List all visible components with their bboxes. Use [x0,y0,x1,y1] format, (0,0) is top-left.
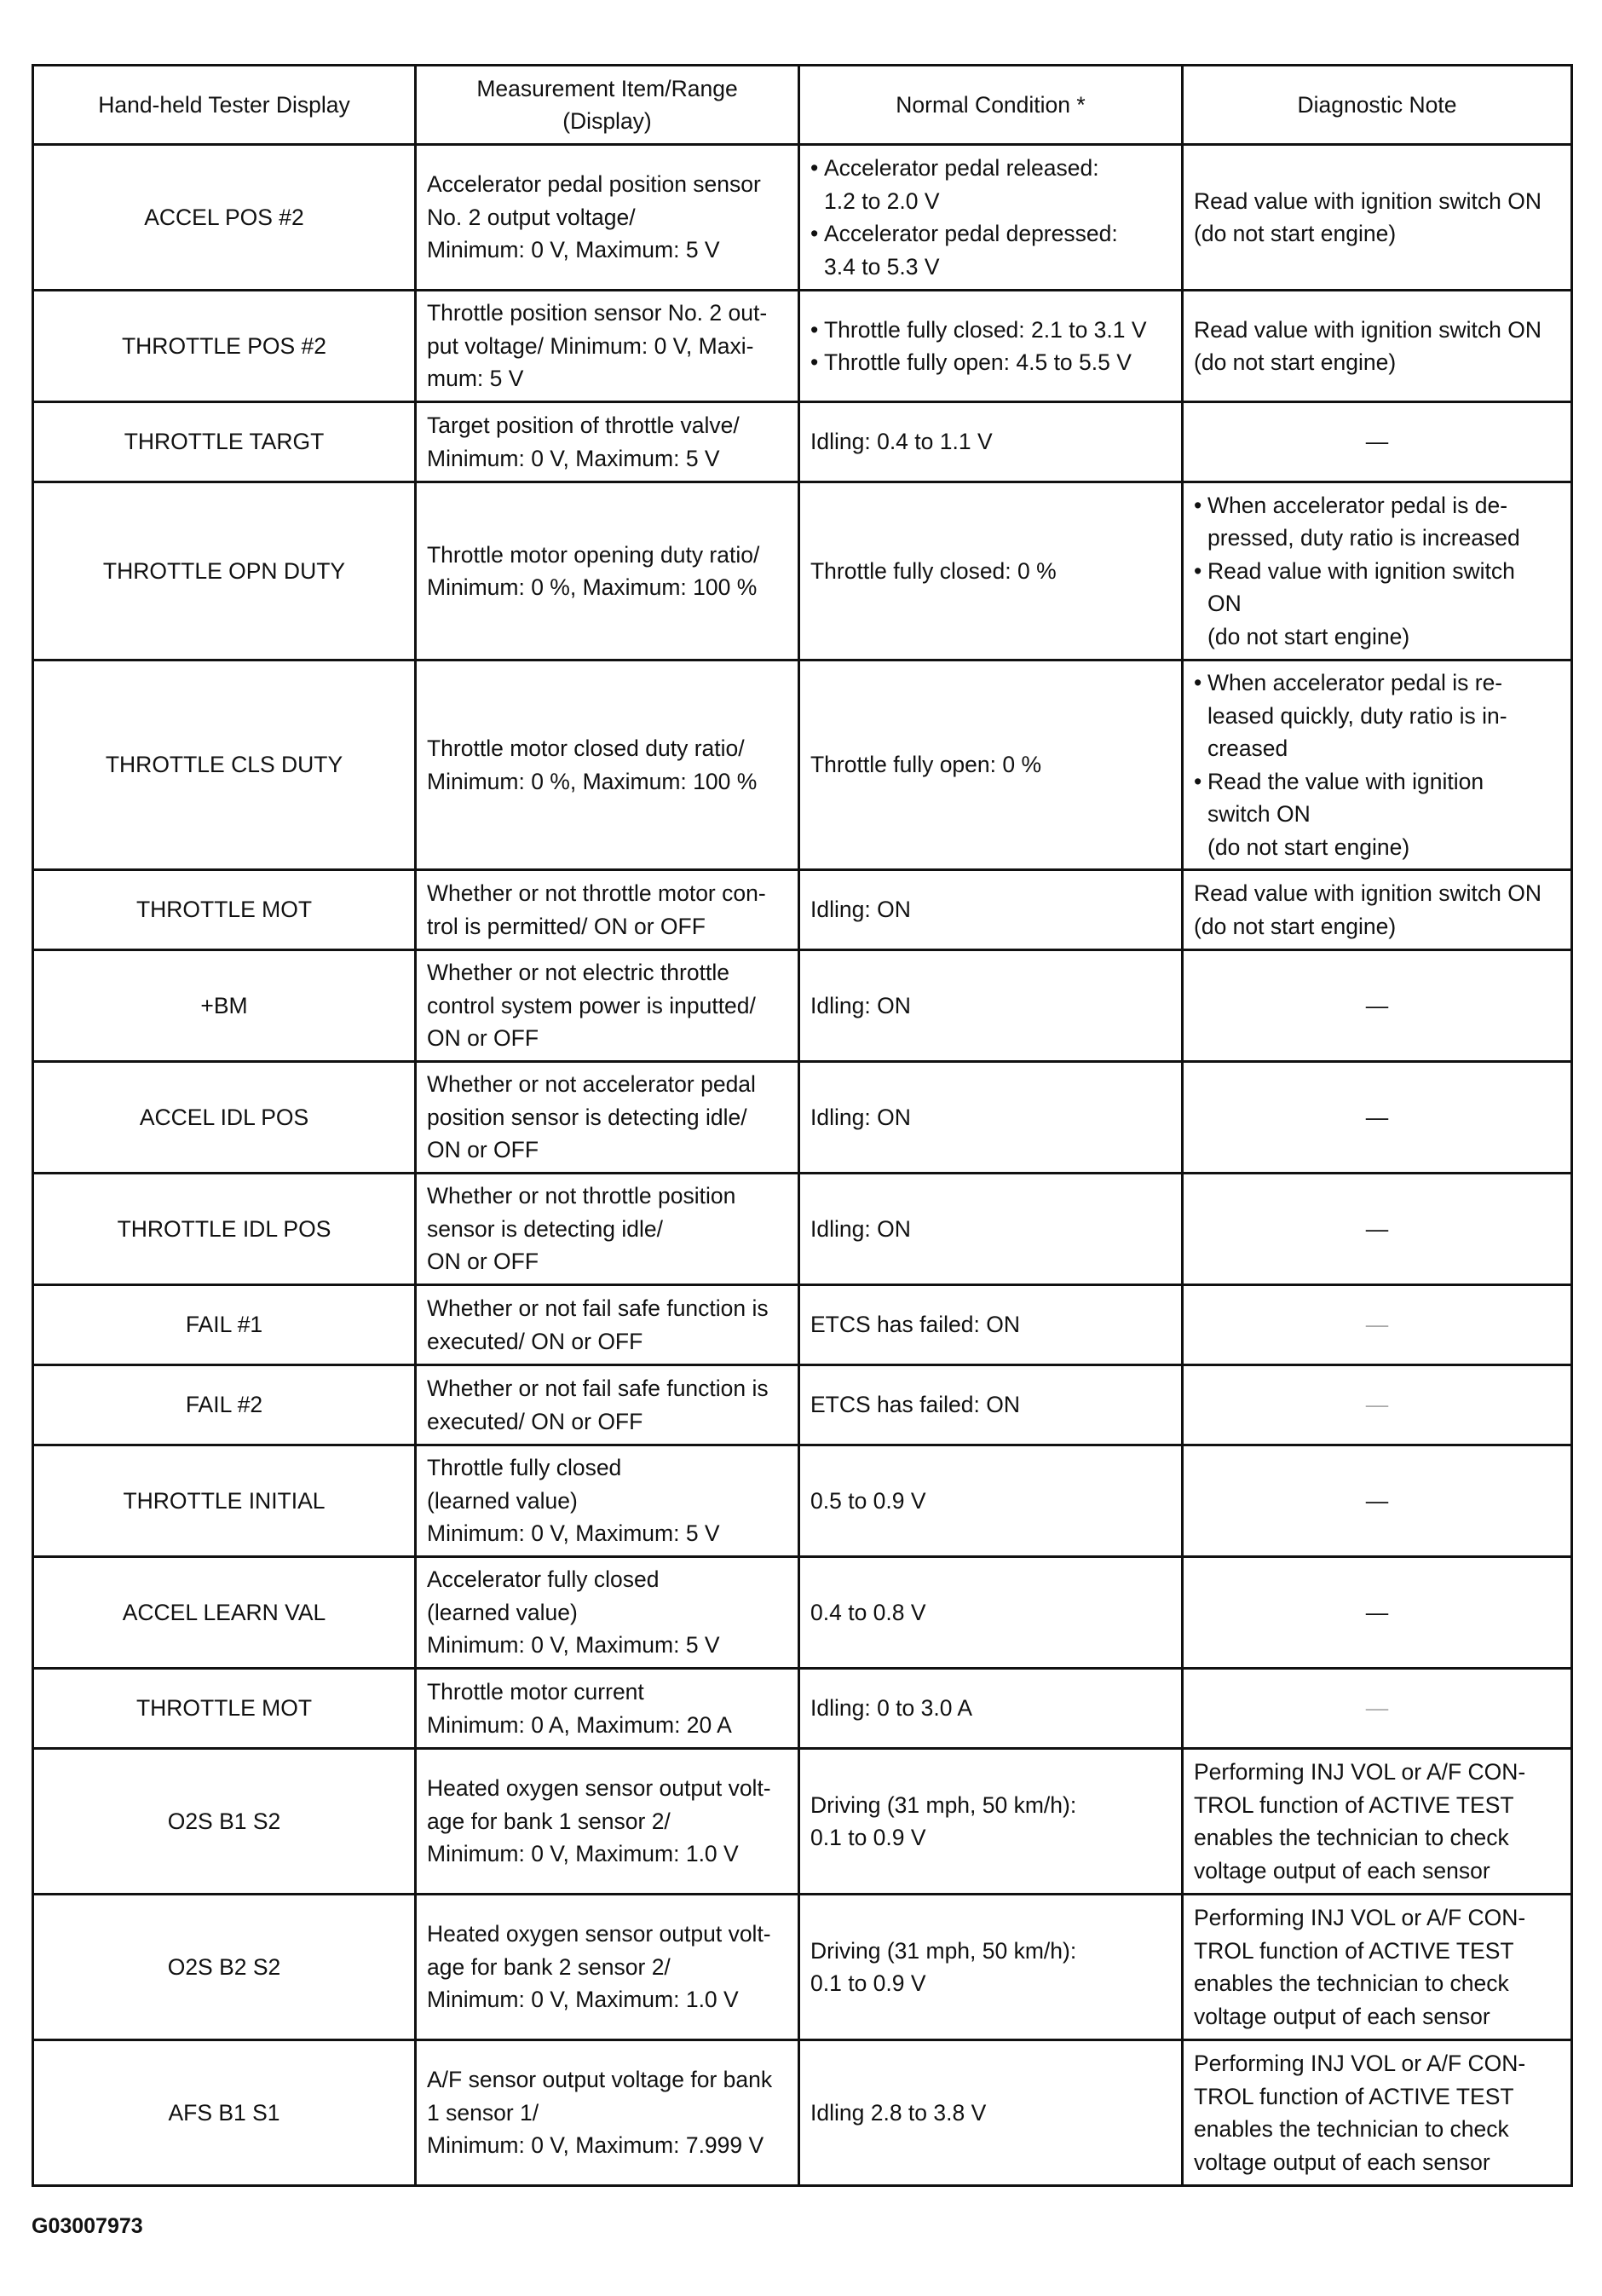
measurement-item-cell [416,2040,799,2186]
condition-line: • Accelerator pedal depressed: [824,221,1118,246]
condition-bullet [810,152,1171,217]
note-line: leased quickly, duty ratio is in- [1207,702,1507,729]
condition-line: Idling: ON [810,897,911,923]
measurement-item-line: Heated oxygen sensor output volt- [427,1921,771,1947]
diagnostic-note-cell [1183,1895,1572,2040]
measurement-item-line: Heated oxygen sensor output volt- [427,1775,771,1802]
diagnostic-note-cell [1183,661,1572,870]
condition-line: Idling 2.8 to 3.8 V [810,2099,987,2126]
tester-display-cell: AFS B1 S1 [33,2040,416,2186]
header-line: Measurement Item/Range [476,75,738,101]
no-note-dash: — [1365,992,1389,1018]
header-line: (Display) [562,108,652,134]
condition-line: Driving (31 mph, 50 km/h): [810,1937,1077,1964]
note-list [1194,489,1560,654]
table-row [33,1749,1572,1895]
normal-condition-cell [799,145,1183,291]
measurement-item-line: Throttle motor closed duty ratio/ [427,736,745,761]
measurement-item-line: Minimum: 0 V, Maximum: 5 V [427,1520,720,1547]
measurement-item-cell [416,1749,799,1895]
condition-line: Idling: ON [810,1104,911,1130]
condition-line: • Throttle fully closed: 2.1 to 3.1 V [824,316,1147,343]
measurement-item-line: Minimum: 0 V, Maximum: 1.0 V [427,1987,739,2013]
note-line: Read value with ignition switch ON [1194,880,1541,906]
note-line: enables the technician to check [1194,2116,1509,2142]
measurement-item-line: Whether or not electric throttle [427,960,729,986]
tester-display-cell: THROTTLE INITIAL [33,1445,416,1557]
tester-display-cell: THROTTLE MOT [33,870,416,950]
measurement-item-cell [416,1285,799,1365]
table-body [33,145,1572,2186]
note-line: voltage output of each sensor [1194,2149,1490,2175]
measurement-item-cell [416,482,799,661]
normal-condition-cell [799,291,1183,402]
measurement-item-cell [416,1445,799,1557]
note-bullet [1194,555,1560,654]
measurement-item-cell [416,870,799,950]
normal-condition-cell [799,950,1183,1062]
diagnostic-note-cell [1183,145,1572,291]
measurement-item-line: executed/ ON or OFF [427,1408,643,1434]
measurement-item-line: control system power is inputted/ [427,992,756,1018]
normal-condition-cell [799,1669,1183,1749]
tester-display-cell: THROTTLE CLS DUTY [33,661,416,870]
table-row [33,145,1572,291]
figure-id: G03007973 [32,2214,143,2238]
note-bullet [1194,489,1560,555]
note-line: creased [1207,736,1288,761]
table-row [33,1895,1572,2040]
measurement-item-line: ON or OFF [427,1025,539,1052]
header-measurement-item [416,66,799,145]
condition-line: Idling: ON [810,1215,911,1242]
measurement-item-line: Throttle fully closed [427,1455,622,1481]
diagnostic-note-cell [1183,1062,1572,1174]
measurement-item-line: No. 2 output voltage/ [427,204,636,230]
no-note-dash: — [1365,1104,1389,1130]
note-line: pressed, duty ratio is increased [1207,525,1520,551]
measurement-item-line: Whether or not throttle position [427,1183,736,1209]
measurement-item-cell [416,661,799,870]
normal-condition-cell [799,2040,1183,2186]
measurement-item-line: ON or OFF [427,1137,539,1163]
table-row [33,2040,1572,2186]
measurement-item-cell [416,950,799,1062]
condition-line: • Accelerator pedal released: [824,155,1099,181]
diagnostic-note-cell [1183,1174,1572,1285]
normal-condition-cell [799,661,1183,870]
no-note-dash: — [1365,1599,1389,1625]
measurement-item-line: (learned value) [427,1599,578,1625]
measurement-item-line: Minimum: 0 V, Maximum: 5 V [427,237,720,263]
normal-condition-cell [799,1557,1183,1669]
note-line: (do not start engine) [1207,623,1410,649]
measurement-item-line: Throttle position sensor No. 2 out- [427,300,768,326]
normal-condition-cell [799,1445,1183,1557]
condition-line: Throttle fully open: 0 % [810,752,1042,778]
tester-display-cell: FAIL #1 [33,1285,416,1365]
diagnostic-note-cell [1183,1669,1572,1749]
note-line: (do not start engine) [1207,834,1410,860]
condition-line: Idling: 0 to 3.0 A [810,1695,973,1722]
note-line: • When accelerator pedal is de- [1207,492,1508,518]
diagnostic-note-cell [1183,291,1572,402]
table-row [33,870,1572,950]
note-line: ON [1207,591,1242,617]
header-normal-condition: Normal Condition * [799,66,1183,145]
tester-display-cell: THROTTLE TARGT [33,402,416,482]
diagnostic-note-cell [1183,1365,1572,1445]
diagnostic-note-cell [1183,1445,1572,1557]
measurement-item-line: A/F sensor output voltage for bank [427,2067,773,2093]
measurement-item-cell [416,1365,799,1445]
condition-line: Idling: 0.4 to 1.1 V [810,429,993,455]
diagnostic-note-cell [1183,870,1572,950]
condition-line: 0.5 to 0.9 V [810,1487,926,1514]
measurement-item-line: Minimum: 0 A, Maximum: 20 A [427,1711,732,1738]
measurement-item-line: Target position of throttle valve/ [427,412,740,438]
condition-line: Throttle fully closed: 0 % [810,557,1057,584]
tester-display-cell: ACCEL LEARN VAL [33,1557,416,1669]
note-line: voltage output of each sensor [1194,2003,1490,2029]
condition-line: ETCS has failed: ON [810,1392,1020,1418]
note-line: switch ON [1207,801,1311,827]
normal-condition-cell [799,1174,1183,1285]
measurement-item-line: age for bank 1 sensor 2/ [427,1808,671,1834]
measurement-item-line: Minimum: 0 V, Maximum: 5 V [427,445,720,471]
no-note-dash: — [1365,1215,1389,1242]
table-row [33,1285,1572,1365]
normal-condition-cell [799,1062,1183,1174]
note-bullet [1194,765,1560,864]
note-line: voltage output of each sensor [1194,1857,1490,1884]
condition-bullet [810,314,1171,347]
normal-condition-cell [799,402,1183,482]
measurement-item-line: Minimum: 0 V, Maximum: 7.999 V [427,2132,764,2159]
header-tester-display: Hand-held Tester Display [33,66,416,145]
measurement-item-line: Accelerator fully closed [427,1566,660,1593]
document [32,64,1570,2187]
condition-line: 0.4 to 0.8 V [810,1599,926,1625]
measurement-item-cell [416,402,799,482]
no-note-dash: — [1365,1392,1389,1418]
condition-bullet [810,346,1171,379]
note-line: Read value with ignition switch ON [1194,316,1541,343]
measurement-item-line: Whether or not fail safe function is [427,1295,769,1321]
measurement-item-line: trol is permitted/ ON or OFF [427,913,706,939]
condition-line: ETCS has failed: ON [810,1312,1020,1338]
measurement-item-line: Minimum: 0 %, Maximum: 100 % [427,574,758,600]
measurement-item-cell [416,291,799,402]
measurement-item-line: sensor is detecting idle/ [427,1215,663,1242]
measurement-item-line: Throttle motor current [427,1679,644,1705]
note-line: Performing INJ VOL or A/F CON- [1194,1759,1526,1785]
tester-display-cell: ACCEL IDL POS [33,1062,416,1174]
measurement-item-line: put voltage/ Minimum: 0 V, Maxi- [427,332,754,359]
tester-display-cell: O2S B2 S2 [33,1895,416,2040]
diagnostic-note-cell [1183,1557,1572,1669]
note-line: (do not start engine) [1194,913,1397,939]
diagnostic-note-cell [1183,2040,1572,2186]
tester-display-cell: THROTTLE POS #2 [33,291,416,402]
condition-line: • Throttle fully open: 4.5 to 5.5 V [824,349,1132,375]
measurement-item-line: ON or OFF [427,1249,539,1275]
table-row [33,291,1572,402]
measurement-item-line: (learned value) [427,1487,578,1514]
table-row [33,1365,1572,1445]
no-note-dash: — [1365,429,1389,455]
tester-display-cell: FAIL #2 [33,1365,416,1445]
measurement-item-line: Whether or not throttle motor con- [427,880,766,906]
measurement-item-line: age for bank 2 sensor 2/ [427,1953,671,1980]
normal-condition-cell [799,482,1183,661]
no-note-dash: — [1365,1695,1389,1722]
note-line: (do not start engine) [1194,221,1397,246]
note-line: TROL function of ACTIVE TEST [1194,2083,1514,2109]
measurement-item-line: position sensor is detecting idle/ [427,1104,747,1130]
header-row [33,66,1572,145]
table-row [33,661,1572,870]
table-row [33,1445,1572,1557]
condition-bullet [810,217,1171,283]
note-bullet [1194,666,1560,765]
normal-condition-cell [799,1365,1183,1445]
measurement-item-cell [416,1557,799,1669]
table-row [33,482,1572,661]
tester-display-cell: ACCEL POS #2 [33,145,416,291]
condition-line: Driving (31 mph, 50 km/h): [810,1791,1077,1818]
measurement-item-cell [416,145,799,291]
tester-display-cell: THROTTLE IDL POS [33,1174,416,1285]
note-line: Read value with ignition switch ON [1194,187,1541,214]
diagnostic-note-cell [1183,950,1572,1062]
normal-condition-cell [799,1285,1183,1365]
measurement-item-line: 1 sensor 1/ [427,2099,539,2126]
measurement-item-cell [416,1062,799,1174]
diagnostic-note-cell [1183,402,1572,482]
table-row [33,950,1572,1062]
diagnostic-note-cell [1183,1285,1572,1365]
condition-list [810,152,1171,283]
note-line: enables the technician to check [1194,1970,1509,1996]
note-line: • When accelerator pedal is re- [1207,670,1503,695]
note-line: enables the technician to check [1194,1825,1509,1850]
measurement-item-line: Accelerator pedal position sensor [427,171,761,198]
table-row [33,1174,1572,1285]
note-line: Performing INJ VOL or A/F CON- [1194,2051,1526,2076]
condition-line: 0.1 to 0.9 V [810,1970,926,1996]
measurement-item-cell [416,1669,799,1749]
measurement-item-line: Throttle motor opening duty ratio/ [427,541,760,568]
measurement-item-cell [416,1895,799,2040]
measurement-item-line: mum: 5 V [427,366,524,392]
header-diagnostic-note: Diagnostic Note [1183,66,1572,145]
tester-display-cell: +BM [33,950,416,1062]
note-line: • Read the value with ignition [1207,768,1484,794]
normal-condition-cell [799,1895,1183,2040]
condition-line: 3.4 to 5.3 V [824,253,940,280]
tester-display-cell: THROTTLE MOT [33,1669,416,1749]
normal-condition-cell [799,1749,1183,1895]
table-row [33,1557,1572,1669]
table-row [33,1669,1572,1749]
note-line: (do not start engine) [1194,349,1397,375]
condition-line: 0.1 to 0.9 V [810,1825,926,1850]
tester-display-cell: THROTTLE OPN DUTY [33,482,416,661]
normal-condition-cell [799,870,1183,950]
measurement-item-line: Whether or not accelerator pedal [427,1071,756,1098]
measurement-item-line: executed/ ON or OFF [427,1328,643,1354]
measurement-item-line: Minimum: 0 V, Maximum: 1.0 V [427,1841,739,1867]
condition-line: Idling: ON [810,992,911,1018]
measurement-item-line: Minimum: 0 %, Maximum: 100 % [427,768,758,794]
condition-line: 1.2 to 2.0 V [824,187,940,214]
measurement-item-cell [416,1174,799,1285]
no-note-dash: — [1365,1487,1389,1514]
diagnostic-note-cell [1183,482,1572,661]
diagnostic-note-cell [1183,1749,1572,1895]
note-list [1194,666,1560,863]
condition-list [810,314,1171,379]
note-line: Performing INJ VOL or A/F CON- [1194,1905,1526,1930]
measurement-item-line: Minimum: 0 V, Maximum: 5 V [427,1632,720,1659]
note-line: TROL function of ACTIVE TEST [1194,1791,1514,1818]
note-line: TROL function of ACTIVE TEST [1194,1937,1514,1964]
table-row [33,1062,1572,1174]
measurement-item-line: Whether or not fail safe function is [427,1376,769,1401]
table-row [33,402,1572,482]
tester-display-cell: O2S B1 S2 [33,1749,416,1895]
no-note-dash: — [1365,1312,1389,1338]
note-line: • Read value with ignition switch [1207,557,1515,584]
data-list-table [32,64,1573,2187]
